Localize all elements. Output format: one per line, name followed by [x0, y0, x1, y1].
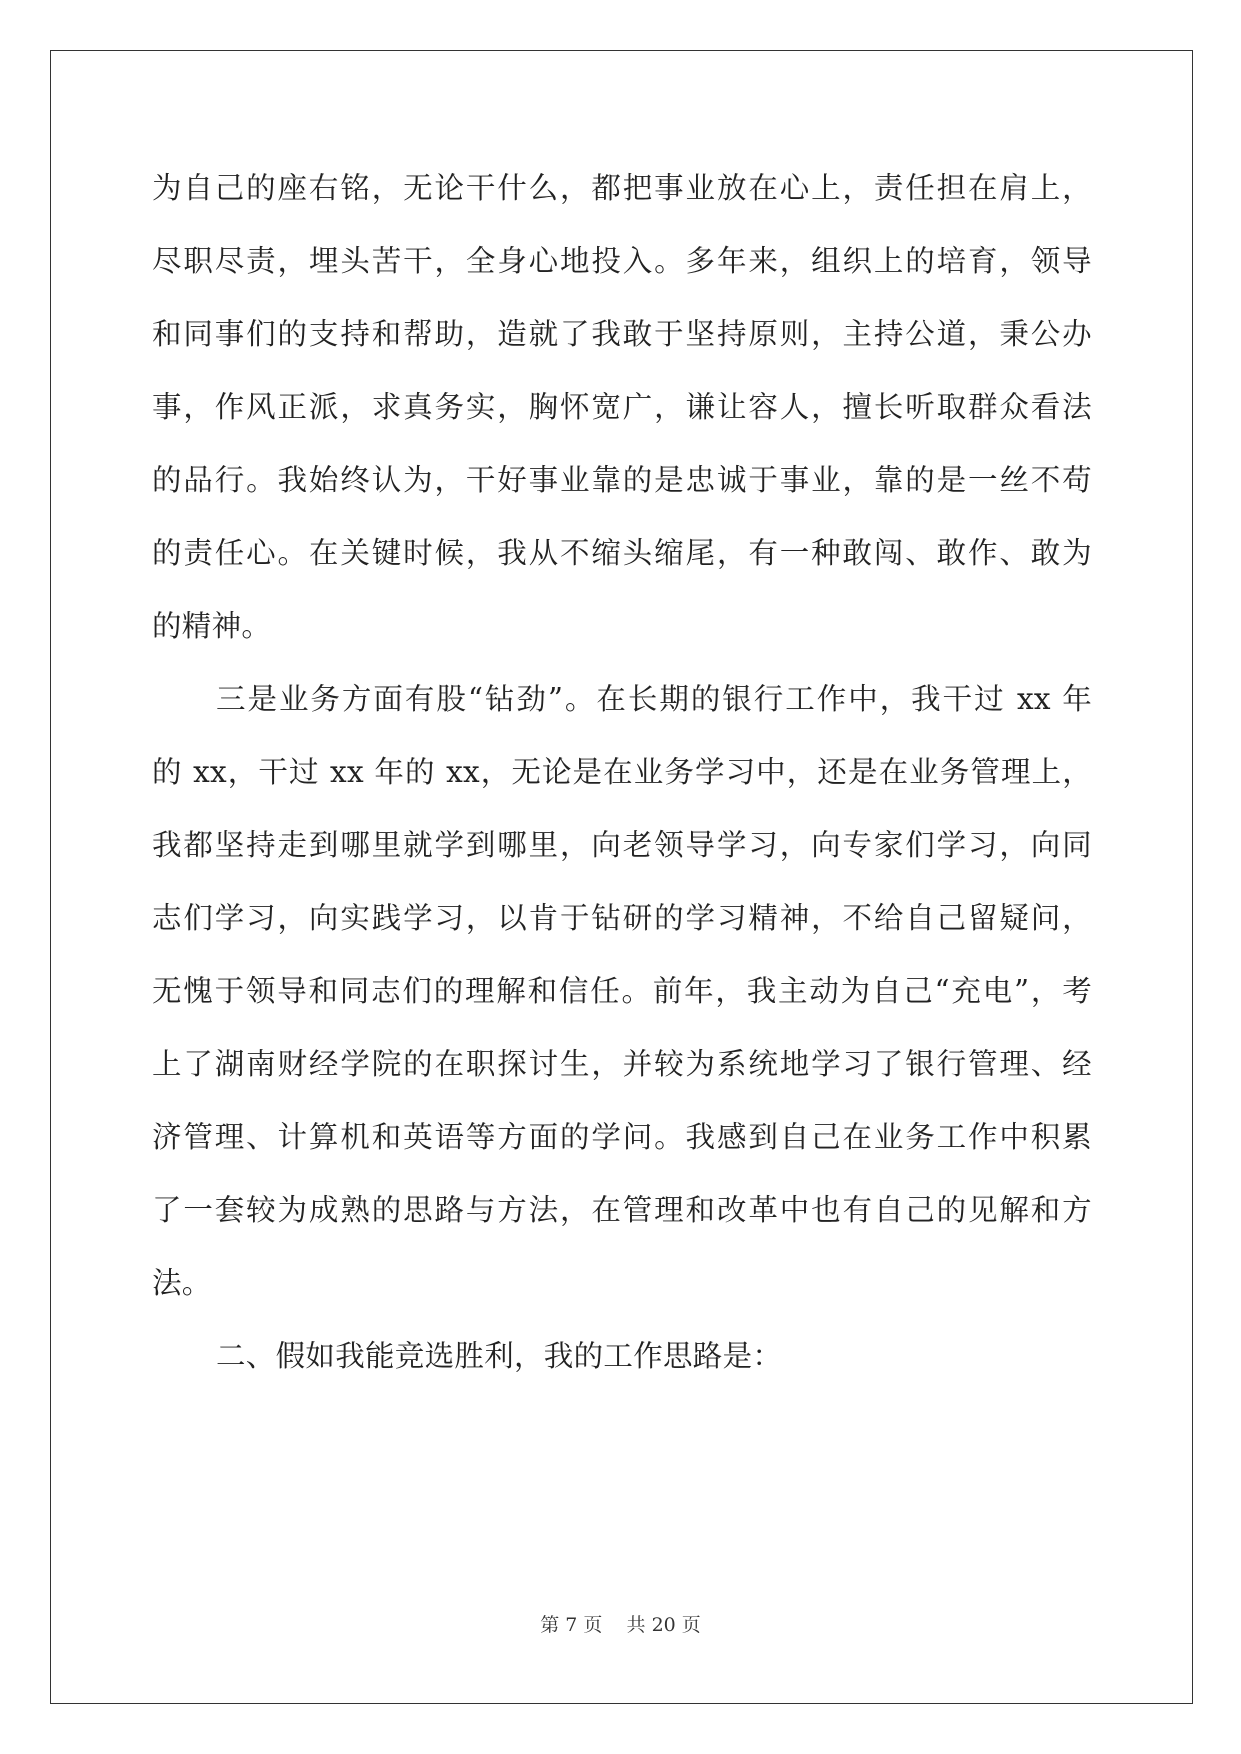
text-line: 的责任心。在关键时候，我从不缩头缩尾，有一种敢闯、敢作、敢为	[152, 536, 1092, 570]
text-line: 志们学习，向实践学习，以肯于钻研的学习精神，不给自己留疑问，	[152, 901, 1092, 935]
text-line: 上了湖南财经学院的在职探讨生，并较为系统地学习了银行管理、经	[152, 1047, 1092, 1081]
text-line: 我都坚持走到哪里就学到哪里，向老领导学习，向专家们学习，向同	[152, 828, 1092, 862]
text-line: 的品行。我始终认为，干好事业靠的是忠诚于事业，靠的是一丝不苟	[152, 463, 1092, 497]
text-line: 事，作风正派，求真务实，胸怀宽广，谦让容人，擅长听取群众看法	[152, 390, 1092, 424]
page-border	[50, 50, 1193, 1704]
text-line: 和同事们的支持和帮助，造就了我敢于坚持原则，主持公道，秉公办	[152, 317, 1092, 351]
text-line: 了一套较为成熟的思路与方法，在管理和改革中也有自己的见解和方	[152, 1193, 1092, 1227]
text-line: 尽职尽责，埋头苦干，全身心地投入。多年来，组织上的培育，领导	[152, 244, 1092, 278]
text-line: 法。	[152, 1266, 212, 1300]
text-line: 的 xx，干过 xx 年的 xx，无论是在业务学习中，还是在业务管理上，	[152, 755, 1092, 789]
text-line: 为自己的座右铭，无论干什么，都把事业放在心上，责任担在肩上，	[152, 171, 1092, 205]
text-line: 的精神。	[152, 609, 272, 643]
page-number: 第 7 页 共 20 页	[540, 1614, 701, 1636]
text-line: 无愧于领导和同志们的理解和信任。前年，我主动为自己“充电”，考	[152, 974, 1092, 1008]
section-heading: 二、假如我能竞选胜利，我的工作思路是：	[216, 1339, 783, 1373]
paragraph-start-line: 三是业务方面有股“钻劲”。在长期的银行工作中，我干过 xx 年	[216, 682, 1092, 716]
text-line: 济管理、计算机和英语等方面的学问。我感到自己在业务工作中积累	[152, 1120, 1092, 1154]
